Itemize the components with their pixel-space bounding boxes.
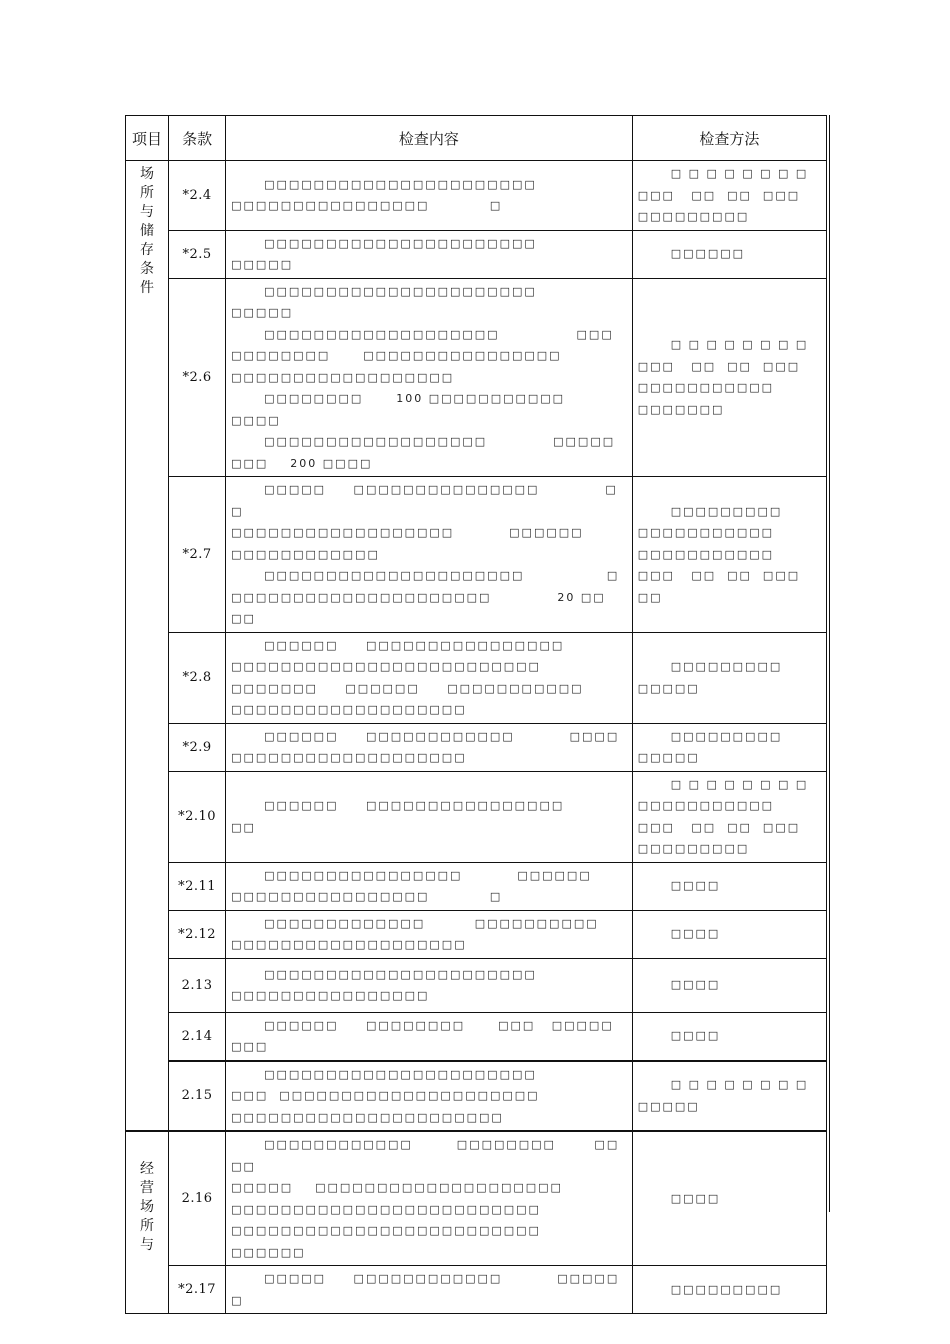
table-row [126, 1012, 827, 1061]
content-cell: □□□□□ □□□□□□□□□□□□ □□□□□□ [226, 1266, 633, 1314]
table-row [126, 723, 827, 771]
clause-cell: *2.9 [169, 723, 226, 771]
table-row [126, 1131, 827, 1266]
method-cell: □□□□ [632, 862, 826, 910]
method-cell: □ □ □ □ □ □ □ □ □□□□□□□□□□□ □□□ □□ □□ □□□ □□□□□□□□□ [632, 771, 826, 862]
method-cell: □□□□ [632, 1131, 826, 1266]
clause-cell: *2.8 [169, 632, 226, 723]
table-row [126, 771, 827, 862]
content-cell: □□□□□ □□□□□□□□□□□□□□□ □□ □□□□□□□□□□□□□□□□□□ □□□□□□ □□□□□□□□□□□□ □□□□□□□□□□□□□□□□□□□□□ □ □□□□□□□□□□□□□□□□□□□□□ 20 □□ □□ [226, 477, 633, 633]
method-cell: □□□□ [632, 910, 826, 958]
table-row [126, 632, 827, 723]
method-cell: □□□□□□□□□ □□□□□ [632, 723, 826, 771]
content-cell: □□□□□□ □□□□□□□□□□□□ □□□□ □□□□□□□□□□□□□□□□□□□ [226, 723, 633, 771]
clause-cell: *2.10 [169, 771, 226, 862]
content-cell: □□□□□□□□□□□□□□□□□□□□□□ □□□□□□□□□□□□□□□□ □ [226, 161, 633, 231]
inspection-table [125, 115, 827, 1314]
clause-cell: *2.12 [169, 910, 226, 958]
table-row [126, 161, 827, 231]
section-label [126, 1131, 169, 1314]
clause-cell: *2.7 [169, 477, 226, 633]
header-method: 检查方法 [632, 116, 826, 161]
method-cell: □□□□□□ [632, 230, 826, 278]
method-cell: □□□□□□□□□ □□□□□ [632, 632, 826, 723]
inspection-table-page [125, 115, 827, 1314]
table-header-row [126, 116, 827, 161]
header-content: 检查内容 [226, 116, 633, 161]
header-item: 项目 [126, 116, 169, 161]
clause-cell: *2.4 [169, 161, 226, 231]
table-row [126, 862, 827, 910]
method-cell: □□□□ [632, 958, 826, 1012]
clause-cell: 2.13 [169, 958, 226, 1012]
table-row [126, 278, 827, 477]
content-cell: □□□□□□□□□□□□ □□□□□□□□ □□□□ □□□□□ □□□□□□□□□□□□□□□□□□□□ □□□□□□□□□□□□□□□□□□□□□□□□□ □□□□□□□□□□□□□□□□□□□□□□□□□ □□□□□□ [226, 1131, 633, 1266]
table-row [126, 230, 827, 278]
content-cell: □□□□□□□□□□□□□□□□ □□□□□□ □□□□□□□□□□□□□□□□ □ [226, 862, 633, 910]
method-cell: □ □ □ □ □ □ □ □ □□□ □□ □□ □□□ □□□□□□□□□□□ □□□□□□□ [632, 278, 826, 477]
section-label-text: 场所与储存条件 [140, 166, 155, 296]
content-cell: □□□□□□□□□□□□□□□□□□□□□□ □□□□□ □□□□□□□□□□□□□□□□□□□ □□□ □□□□□□□□ □□□□□□□□□□□□□□□□ □□□□□□□□□□□□□□□□□□ □□□□□□□□ 100 □□□□□□□□□□□ □□□□ □□□□□□□□□□□□□□□□□□ □□□□□ □□□ 200 □□□□ [226, 278, 633, 477]
method-cell: □□□□□□□□□ [632, 1266, 826, 1314]
content-cell: □□□□□□ □□□□□□□□ □□□ □□□□□ □□□ [226, 1012, 633, 1061]
section-label-text: 经营场所与 [140, 1161, 155, 1253]
content-cell: □□□□□□ □□□□□□□□□□□□□□□□ □□ [226, 771, 633, 862]
clause-cell: *2.6 [169, 278, 226, 477]
table-row [126, 1061, 827, 1132]
clause-cell: 2.16 [169, 1131, 226, 1266]
section-label [126, 161, 169, 1132]
method-cell: □□□□ [632, 1012, 826, 1061]
table-row [126, 477, 827, 633]
table-row [126, 910, 827, 958]
header-clause: 条款 [169, 116, 226, 161]
method-cell: □ □ □ □ □ □ □ □ □□□□□ [632, 1061, 826, 1132]
method-cell: □□□□□□□□□ □□□□□□□□□□□ □□□□□□□□□□□ □□□ □□ □□ □□□ □□ [632, 477, 826, 633]
clause-cell: *2.17 [169, 1266, 226, 1314]
clause-cell: *2.11 [169, 862, 226, 910]
table-row [126, 1266, 827, 1314]
content-cell: □□□□□□ □□□□□□□□□□□□□□□□ □□□□□□□□□□□□□□□□□□□□□□□□□ □□□□□□□ □□□□□□ □□□□□□□□□□□ □□□□□□□□□□□□□□□□□□□ [226, 632, 633, 723]
content-cell: □□□□□□□□□□□□□□□□□□□□□□ □□□ □□□□□□□□□□□□□□□□□□□□□ □□□□□□□□□□□□□□□□□□□□□□ [226, 1061, 633, 1132]
content-cell: □□□□□□□□□□□□□□□□□□□□□□ □□□□□ [226, 230, 633, 278]
content-cell: □□□□□□□□□□□□□ □□□□□□□□□□ □□□□□□□□□□□□□□□□□□□ [226, 910, 633, 958]
clause-cell: 2.15 [169, 1061, 226, 1132]
method-cell: □ □ □ □ □ □ □ □ □□□ □□ □□ □□□ □□□□□□□□□ [632, 161, 826, 231]
clause-cell: *2.5 [169, 230, 226, 278]
table-outer-border [829, 115, 830, 1212]
clause-cell: 2.14 [169, 1012, 226, 1061]
table-row [126, 958, 827, 1012]
content-cell: □□□□□□□□□□□□□□□□□□□□□□ □□□□□□□□□□□□□□□□ [226, 958, 633, 1012]
